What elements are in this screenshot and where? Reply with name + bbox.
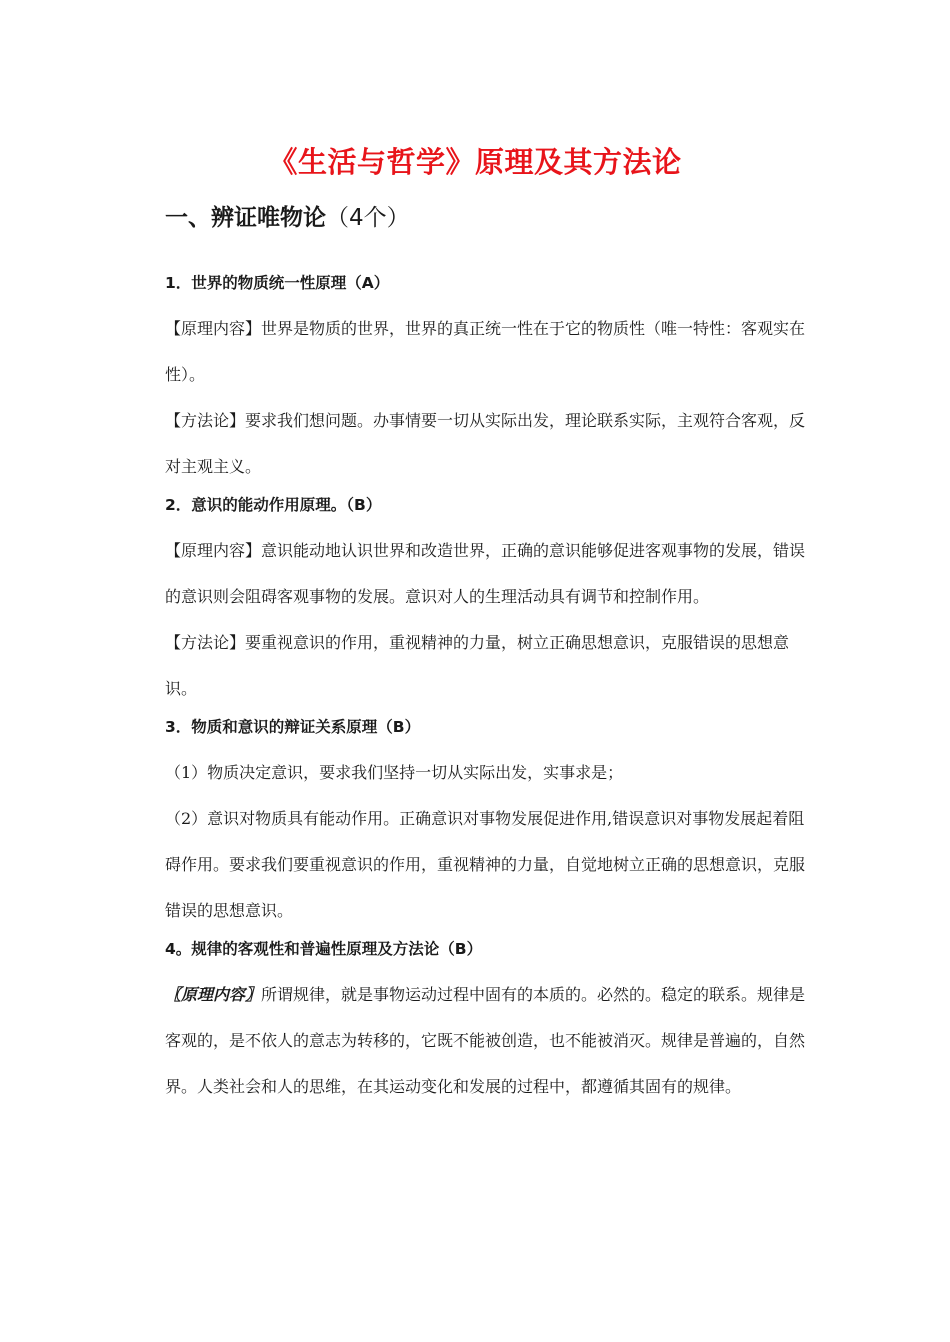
section-heading <box>165 200 815 236</box>
item-1 <box>165 268 815 490</box>
document-content <box>165 200 815 1110</box>
item-label: 〖原理内容〗 <box>165 985 262 1004</box>
item-paragraph: （1）物质决定意识，要求我们坚持一切从实际出发，实事求是； <box>165 763 624 782</box>
item-paragraph: 【原理内容】意识能动地认识世界和改造世界，正确的意识能够促进客观事物的发展，错误的意识则会阻碍客观事物的发展。意识对人的生理活动具有调节和控制作用。 <box>165 541 806 606</box>
section-heading-count: （4个） <box>326 205 410 231</box>
item-heading: 3．物质和意识的辩证关系原理（B） <box>165 718 421 736</box>
item-paragraph-text: 所谓规律，就是事物运动过程中固有的本质的。必然的。稳定的联系。规律是客观的，是不依人的意志为转移的，它既不能被创造，也不能被消灭。规律是普遍的，自然界。人类社会和人的思维，在其运动变化和发展的过程中，都遵循其固有的规律。 <box>165 985 806 1096</box>
item-2 <box>165 490 815 712</box>
item-paragraph: （2）意识对物质具有能动作用。正确意识对事物发展促进作用,错误意识对事物发展起着阻碍作用。要求我们要重视意识的作用，重视精神的力量，自觉地树立正确的思想意识，克服错误的思想意识。 <box>165 809 806 920</box>
item-heading: 4。规律的客观性和普遍性原理及方法论（B） <box>165 940 483 958</box>
item-heading: 1．世界的物质统一性原理（A） <box>165 274 390 292</box>
item-paragraph: 【方法论】要重视意识的作用，重视精神的力量，树立正确思想意识，克服错误的思想意识。 <box>165 633 790 698</box>
item-3 <box>165 712 815 934</box>
item-heading: 2．意识的能动作用原理。（B） <box>165 496 382 514</box>
item-4 <box>165 934 815 1110</box>
document-title: 《生活与哲学》原理及其方法论 <box>268 145 682 179</box>
item-paragraph: 【原理内容】世界是物质的世界，世界的真正统一性在于它的物质性（唯一特性：客观实在性）。 <box>165 319 806 384</box>
item-paragraph: 【方法论】要求我们想问题。办事情要一切从实际出发，理论联系实际，主观符合客观，反对主观主义。 <box>165 411 806 476</box>
section-heading-text: 一、辨证唯物论 <box>165 205 326 231</box>
item-paragraph <box>165 972 815 1110</box>
